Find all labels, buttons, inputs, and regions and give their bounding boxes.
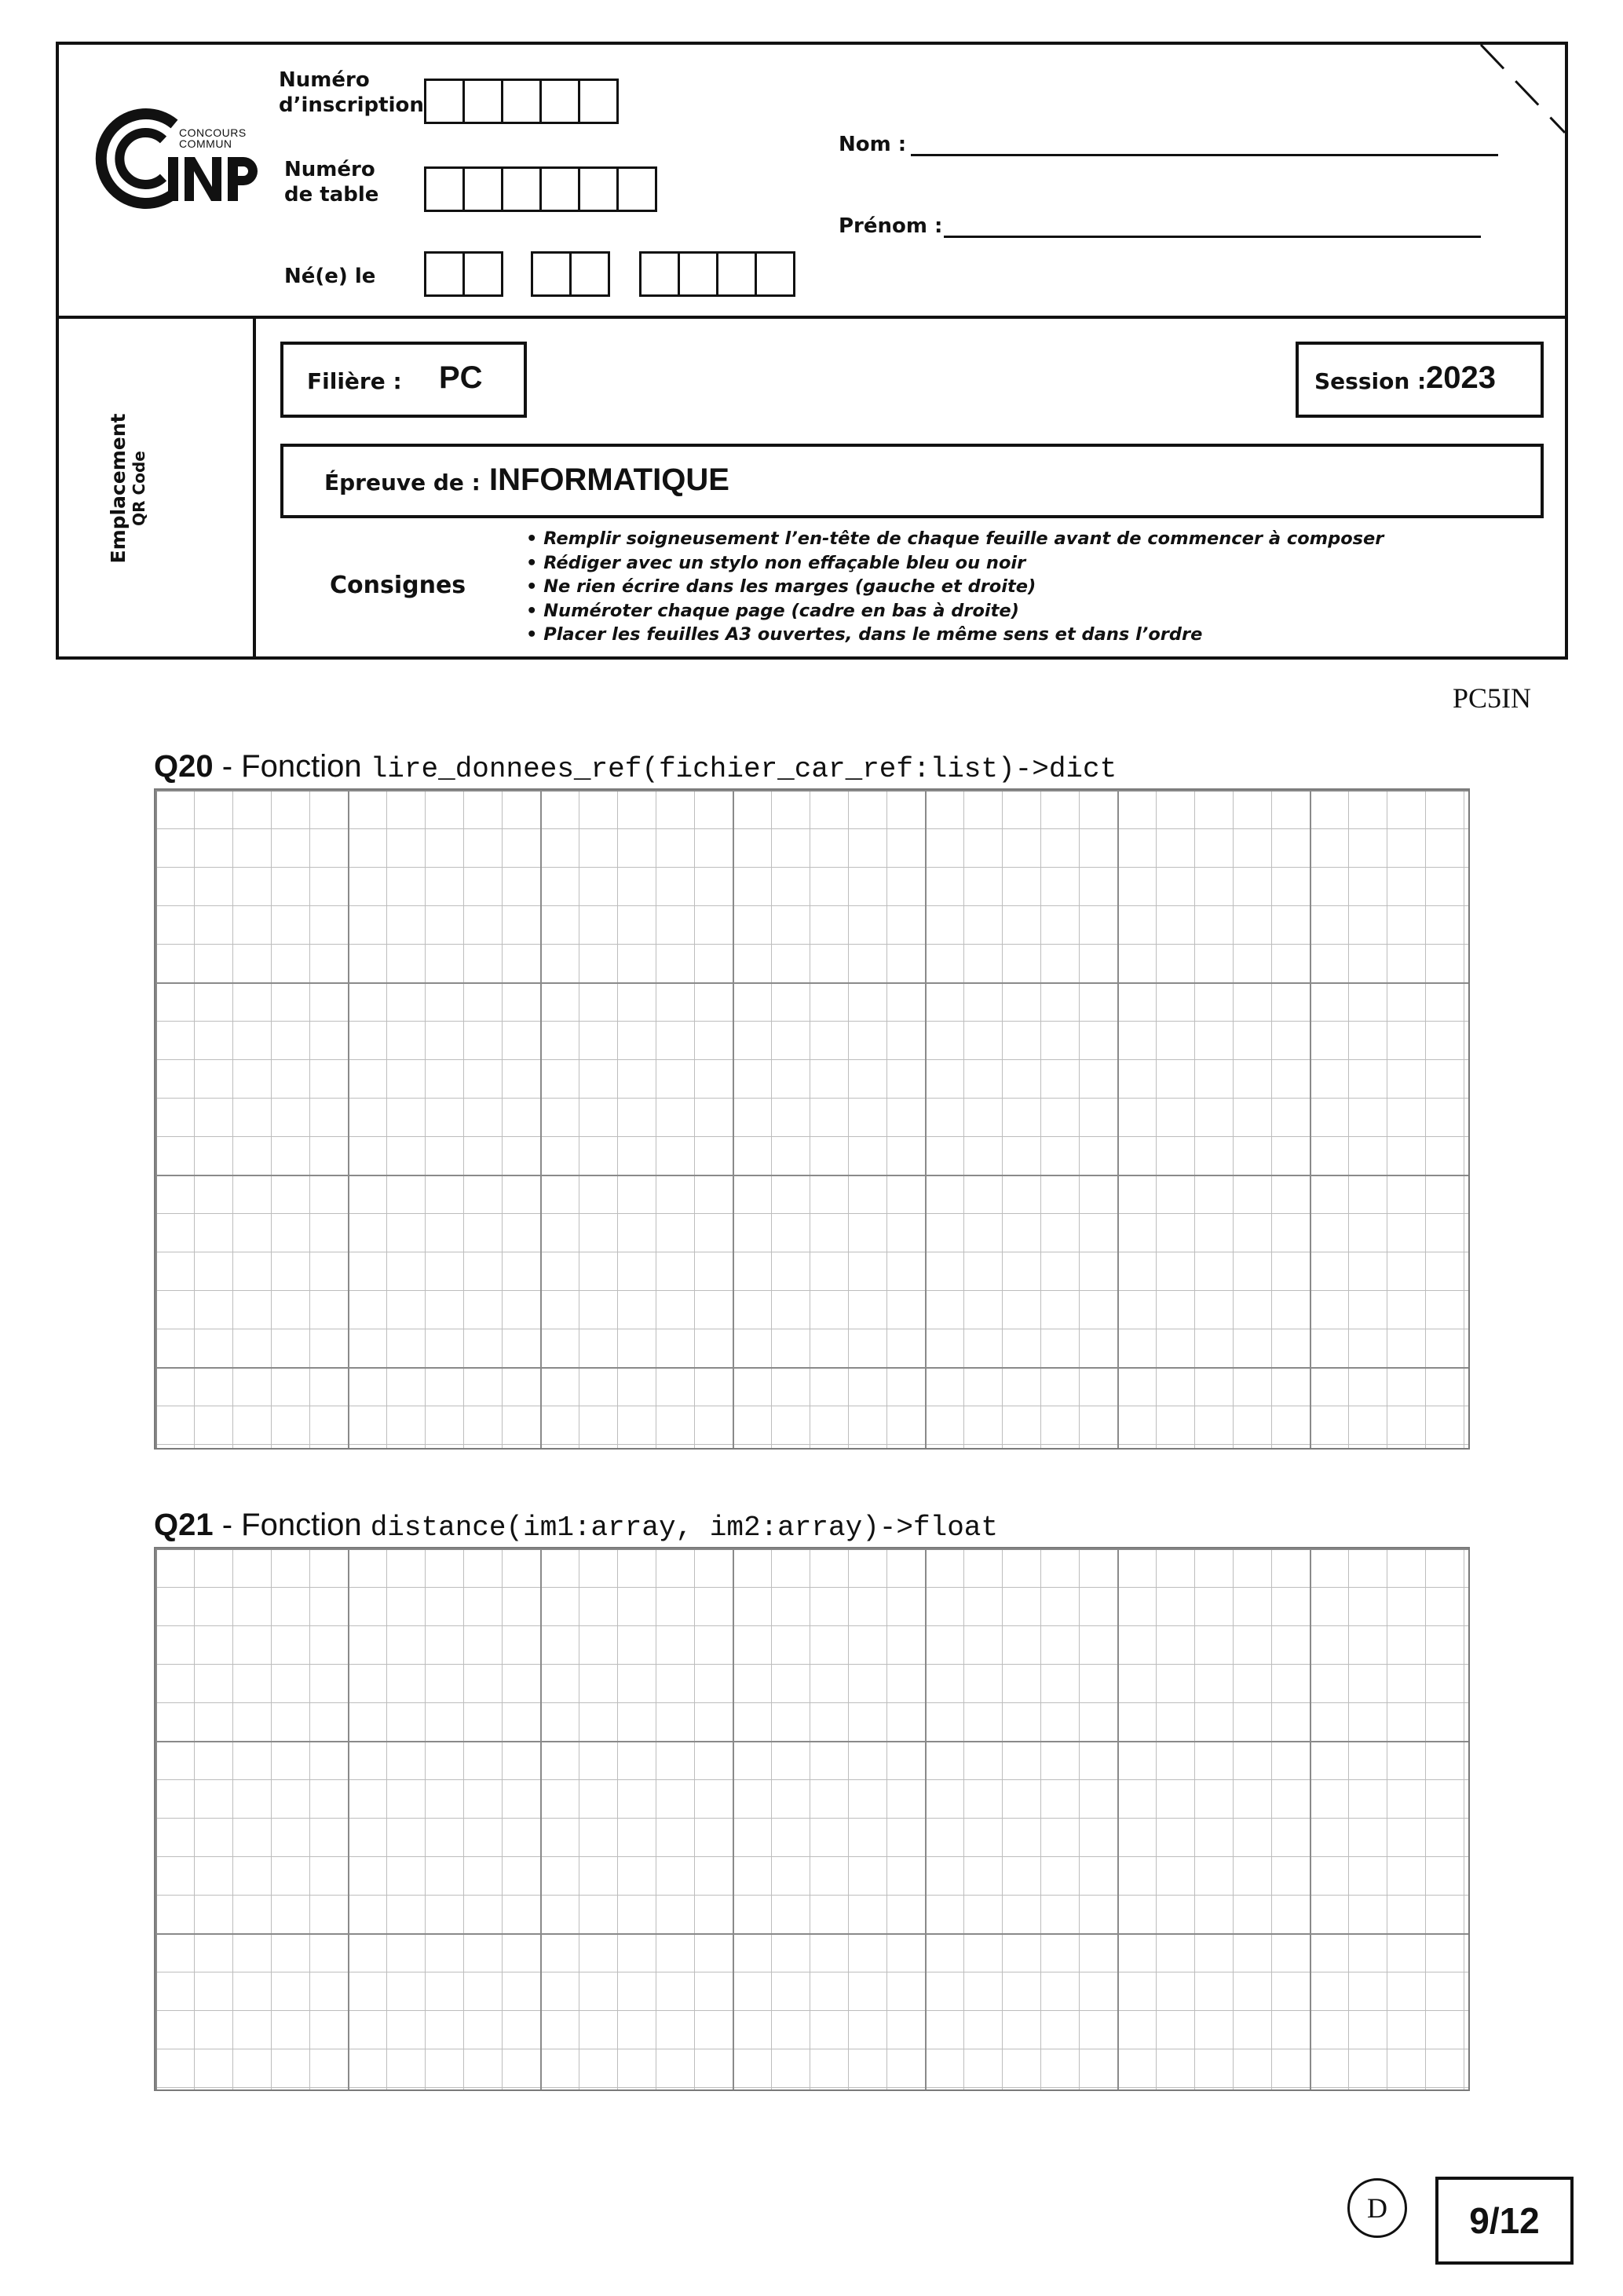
logo-text-commun: COMMUN [179,137,232,150]
digit-box[interactable] [578,166,619,212]
birth-year-boxes[interactable] [639,251,795,297]
corner-cut-mark [1473,42,1568,137]
qr-label-line-2: QR Code [129,451,148,526]
question-title-q20 [154,749,1117,785]
session-label: Session : [1314,368,1427,394]
page-number-box[interactable]: 9/12 [1435,2177,1574,2265]
digit-box[interactable] [569,251,610,297]
digit-box[interactable] [539,79,580,124]
consigne-item: • Rédiger avec un stylo non effaçable bleu ou noir [526,552,1026,573]
exam-code: PC5IN [1453,682,1532,714]
numero-inscription-label: Numéro d’inscription [279,68,424,117]
filiere-value: PC [439,360,483,395]
question-separator: - Fonction [213,1508,371,1542]
cinp-logo [86,101,259,218]
digit-box[interactable] [639,251,680,297]
digit-box[interactable] [501,166,542,212]
filiere-box [280,342,527,418]
digit-box[interactable] [755,251,795,297]
filiere-label: Filière : [307,368,402,394]
numero-table-boxes[interactable] [424,166,657,212]
question-id: Q21 [154,1508,214,1542]
digit-box[interactable] [462,79,503,124]
digit-box[interactable] [424,79,465,124]
consignes-list [526,527,1384,647]
nom-field[interactable] [911,152,1498,156]
ne-le-label: Né(e) le [284,265,376,288]
digit-box[interactable] [578,79,619,124]
logo-text-concours: CONCOURS [179,126,247,139]
function-signature: lire_donnees_ref(fichier_car_ref:list)->dict [370,753,1117,785]
function-signature: distance(im1:array, im2:array)->float [370,1512,999,1544]
epreuve-label: Épreuve de : [324,470,481,495]
consigne-item: • Placer les feuilles A3 ouvertes, dans le même sens et dans l’ordre [526,624,1203,645]
qr-label-line-1: Emplacement [107,413,130,564]
numero-table-label: Numéro de table [284,158,379,207]
epreuve-box [280,444,1544,518]
question-id: Q20 [154,749,214,784]
digit-box[interactable] [462,251,503,297]
birth-month-boxes[interactable] [531,251,610,297]
qr-divider [253,317,256,660]
digit-box[interactable] [716,251,757,297]
prenom-label: Prénom : [839,214,943,238]
consigne-item: • Remplir soigneusement l’en-tête de chaque feuille avant de commencer à composer [526,528,1384,549]
digit-box[interactable] [531,251,572,297]
digit-box[interactable] [462,166,503,212]
question-separator: - Fonction [213,749,371,784]
consigne-item: • Ne rien écrire dans les marges (gauche et droite) [526,576,1036,597]
answer-grid-q20[interactable] [154,788,1470,1450]
consigne-item: • Numéroter chaque page (cadre en bas à droite) [526,600,1019,621]
answer-grid-q21[interactable] [154,1547,1470,2091]
prenom-field[interactable] [944,234,1481,238]
nom-label: Nom : [839,133,907,156]
header-divider [56,316,1568,319]
numero-inscription-boxes[interactable] [424,79,619,124]
digit-box[interactable] [424,166,465,212]
session-value: 2023 [1426,360,1496,395]
digit-box[interactable] [678,251,718,297]
consignes-label: Consignes [330,572,466,599]
digit-box[interactable] [424,251,465,297]
digit-box[interactable] [501,79,542,124]
question-title-q21 [154,1508,998,1544]
version-circle: D [1347,2178,1407,2238]
epreuve-value: INFORMATIQUE [489,462,729,497]
session-box [1296,342,1544,418]
digit-box[interactable] [616,166,657,212]
cinp-logo-mark [86,101,259,218]
digit-box[interactable] [539,166,580,212]
birth-day-boxes[interactable] [424,251,503,297]
